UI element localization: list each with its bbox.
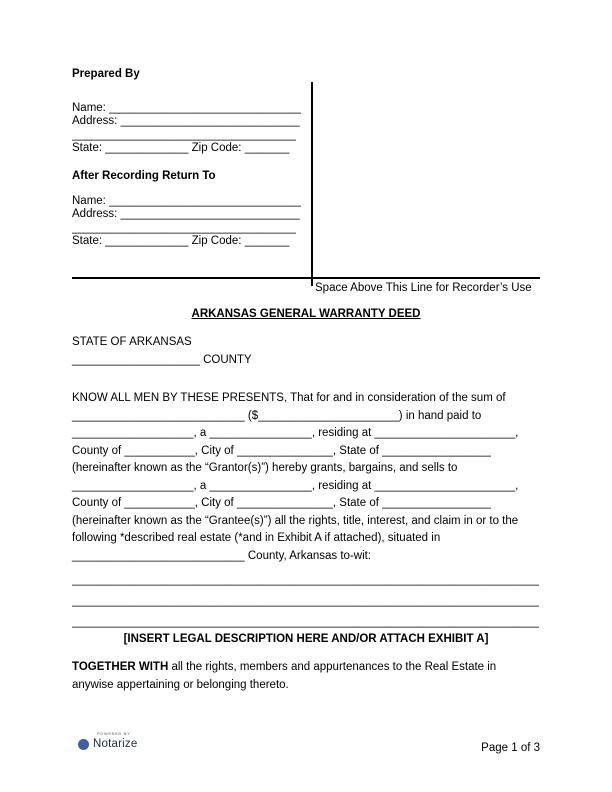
state-blank-field: _____________ — [105, 142, 189, 154]
together-with-paragraph — [72, 659, 540, 694]
return-to-state-zip-row — [72, 235, 314, 249]
deed-paragraph-line: ___________________________ County, Arkansas to-wit: — [72, 549, 372, 562]
prepared-by-address-overflow-row — [72, 129, 314, 143]
deed-paragraph-line: KNOW ALL MEN BY THESE PRESENTS, That for and in consideration of the sum of — [72, 392, 506, 404]
deed-paragraph-line: (hereinafter known as the “Grantor(s)”) hereby grants, bargains, and sells to — [72, 462, 458, 474]
together-with-line: anywise appertaining or belonging thereto. — [72, 678, 289, 691]
zip-blank-field: _______ — [244, 235, 290, 247]
deed-paragraph-line: ___________________, a ________________, residing at ______________________, — [72, 479, 519, 492]
name-label: Name: — [72, 101, 106, 114]
return-to-block — [72, 170, 314, 249]
powered-by-label: POWERED BY — [97, 731, 131, 736]
prepared-by-state-zip-row — [72, 142, 314, 156]
recorder-area-rule — [72, 277, 540, 279]
page-number: Page 1 of 3 — [481, 742, 540, 754]
deed-paragraph-line: (hereinafter known as the “Grantee(s)”) all the rights, title, interest, and claim in or to the — [72, 514, 519, 527]
deed-paragraph-line: ___________________________ ($______________________) in hand paid to — [72, 409, 482, 422]
address-blank-field: ____________________________ — [120, 208, 300, 220]
state-label: State: — [72, 142, 103, 154]
return-to-address-row — [72, 208, 314, 222]
legal-description-blank-line: _________________________________________________________________________ — [72, 616, 539, 628]
zip-label: Zip Code: — [191, 142, 242, 154]
together-with-line: TOGETHER WITH all the rights, members and appurtenances to the Real Estate in — [72, 661, 497, 673]
legal-description-blank-line: _________________________________________________________________________ — [72, 595, 539, 607]
state-county-block — [72, 334, 252, 369]
address-label: Address: — [72, 115, 118, 127]
state-blank-field: _____________ — [105, 235, 189, 247]
zip-blank-field: _______ — [244, 142, 290, 154]
recorder-use-note: Space Above This Line for Recorder’s Use — [315, 282, 532, 294]
deed-paragraph-line: County of ___________, City of _______________, State of _________________ — [72, 497, 491, 509]
address-overflow-blank-field: ___________________________________ — [72, 221, 296, 234]
document-title: ARKANSAS GENERAL WARRANTY DEED — [191, 308, 421, 320]
legal-description-blank-line: _________________________________________________________________________ — [72, 574, 539, 586]
zip-label: Zip Code: — [191, 235, 242, 247]
notarize-brand-text: Notarize — [93, 738, 138, 750]
state-label: State: — [72, 235, 103, 247]
return-to-heading: After Recording Return To — [72, 170, 216, 182]
prepared-by-block — [72, 68, 314, 156]
name-blank-field: ______________________________ — [109, 194, 301, 207]
deed-paragraph-line: County of ___________, City of _______________, State of _________________ — [72, 444, 491, 457]
prepared-by-name-row — [72, 102, 314, 116]
address-blank-field: ____________________________ — [120, 115, 300, 127]
legal-description-block — [72, 570, 540, 633]
insert-legal-description-note: [INSERT LEGAL DESCRIPTION HERE AND/OR ATTACH EXHIBIT A] — [123, 633, 489, 645]
county-line: ____________________ COUNTY — [72, 353, 252, 366]
address-overflow-blank-field: ___________________________________ — [72, 128, 296, 141]
prepared-by-heading: Prepared By — [72, 68, 140, 80]
prepared-by-address-row — [72, 115, 314, 129]
deed-paragraph-line: ___________________, a ________________, residing at ______________________, — [72, 427, 519, 439]
return-to-name-row — [72, 195, 314, 209]
name-label: Name: — [72, 194, 106, 207]
address-label: Address: — [72, 208, 118, 220]
return-to-address-overflow-row — [72, 222, 314, 236]
deed-body-paragraph — [72, 390, 540, 565]
together-with-bold: TOGETHER WITH — [72, 661, 169, 673]
name-blank-field: ______________________________ — [109, 101, 301, 114]
vertical-separator — [311, 82, 313, 286]
deed-paragraph-line: following *described real estate (*and in Exhibit A if attached), situated in — [72, 532, 441, 544]
state-line: STATE OF ARKANSAS — [72, 336, 192, 348]
